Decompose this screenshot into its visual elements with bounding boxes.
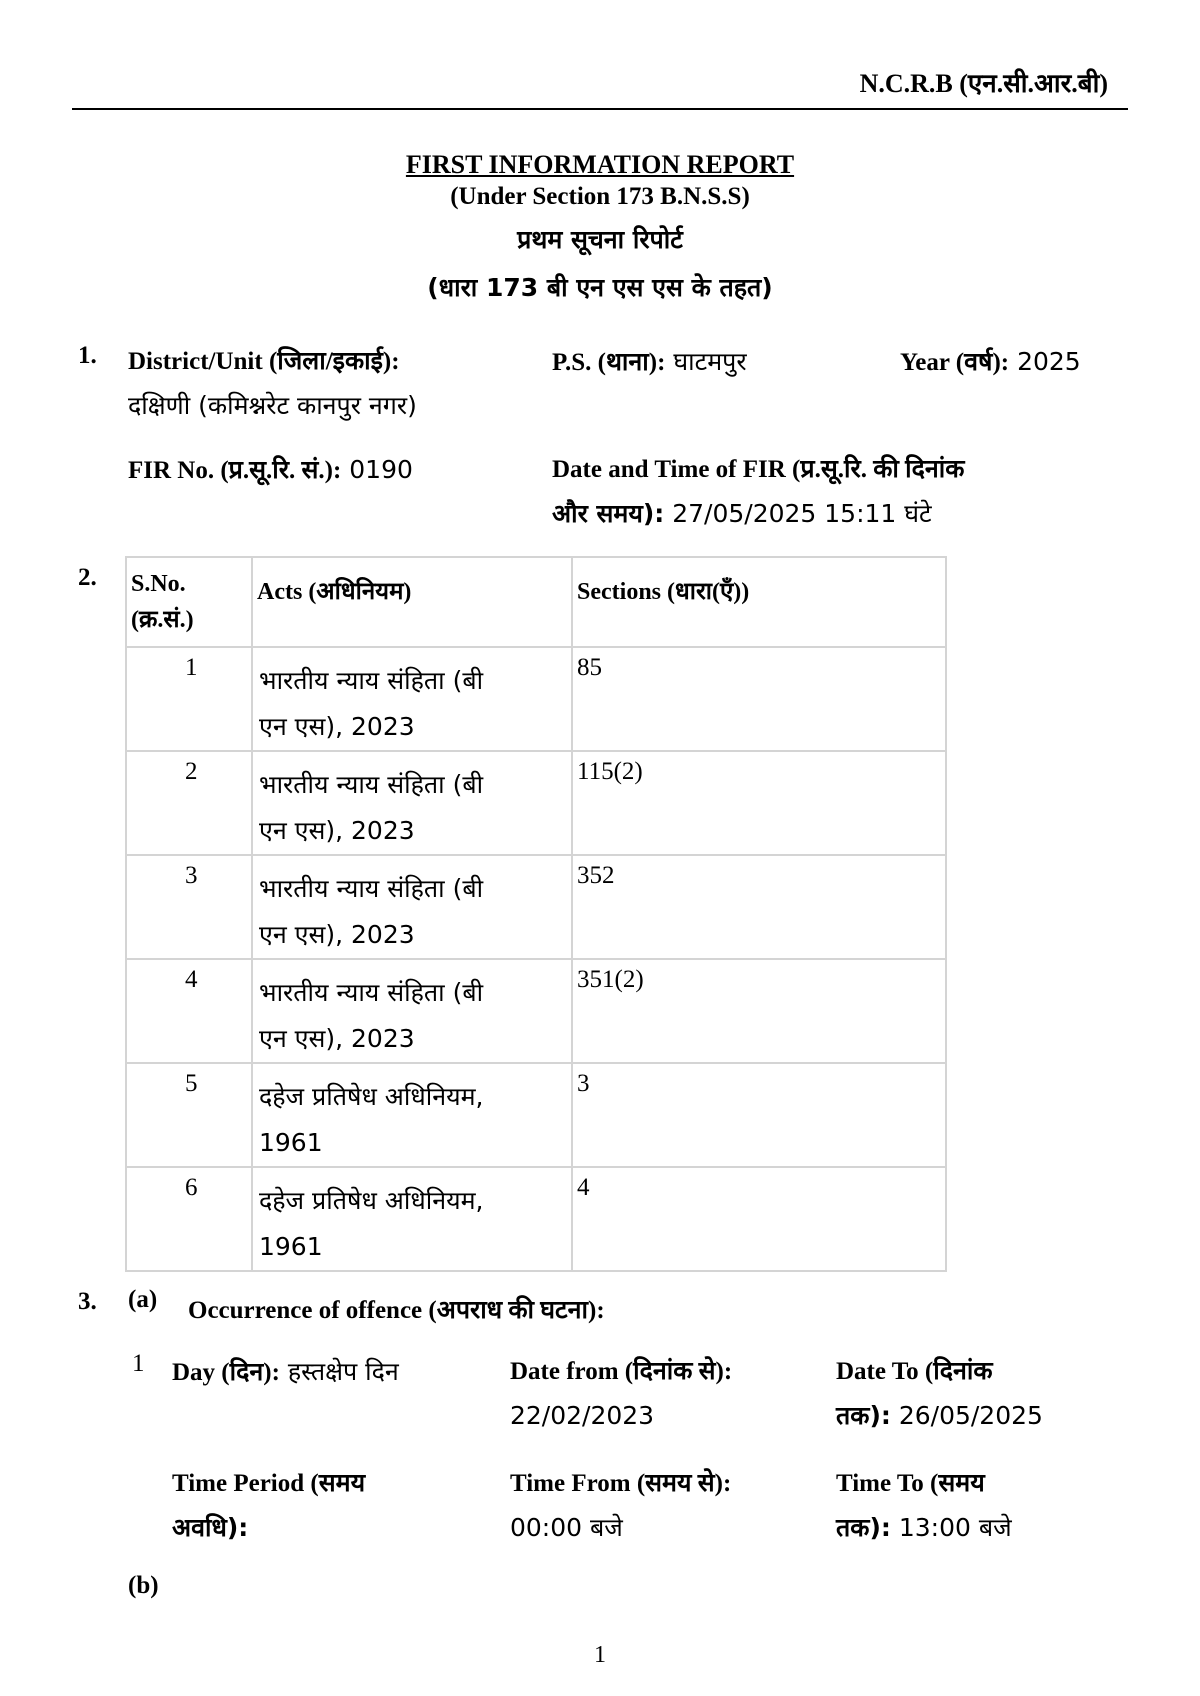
header-sections — [572, 557, 946, 647]
row-act-cont: एन एस), 2023 — [259, 1024, 415, 1053]
day-value: हस्तक्षेप दिन — [287, 1357, 399, 1386]
row-sno: 1 — [185, 654, 198, 681]
header-divider — [72, 108, 1128, 110]
year-label: Year (वर्ष): — [900, 349, 1010, 376]
row-act: भारतीय न्याय संहिता (बी — [259, 770, 484, 799]
date-to-field — [836, 1350, 1043, 1438]
table-row — [126, 751, 946, 855]
date-to-label-cont: तक): — [836, 1401, 891, 1430]
document-subtitle: (Under Section 173 B.N.S.S) — [450, 183, 750, 210]
table-row — [126, 855, 946, 959]
row-act: भारतीय न्याय संहिता (बी — [259, 978, 484, 1007]
police-station-value: घाटमपुर — [673, 347, 747, 376]
row-section: 351(2) — [577, 966, 644, 993]
police-station-field — [552, 340, 747, 385]
time-from-field — [510, 1462, 731, 1550]
time-to-field — [836, 1462, 1012, 1550]
row-act: दहेज प्रतिषेध अधिनियम, — [259, 1082, 484, 1111]
row-act: भारतीय न्याय संहिता (बी — [259, 874, 484, 903]
header-acts — [252, 557, 572, 647]
header-sections-label: Sections (धारा(एँ)) — [577, 579, 750, 605]
fir-datetime-label: Date and Time of FIR (प्र.सू.रि. की दिनांक — [552, 456, 965, 483]
row-act-cont: 1961 — [259, 1232, 323, 1261]
table-header-row — [126, 557, 946, 647]
section-number-3: 3. — [78, 1288, 97, 1315]
row-act-cont: 1961 — [259, 1128, 323, 1157]
day-field — [172, 1350, 399, 1395]
year-field — [900, 340, 1081, 385]
row-section: 3 — [577, 1070, 590, 1097]
section-number-2: 2. — [78, 564, 97, 591]
date-from-label: Date from (दिनांक से): — [510, 1358, 733, 1385]
fir-datetime-field — [552, 448, 964, 536]
time-from-label: Time From (समय से): — [510, 1470, 732, 1497]
row-act-cont: एन एस), 2023 — [259, 920, 415, 949]
row-act: भारतीय न्याय संहिता (बी — [259, 666, 484, 695]
fir-datetime-value: 27/05/2025 15:11 घंटे — [672, 499, 932, 528]
header-sno — [126, 557, 252, 647]
row-sno: 3 — [185, 862, 198, 889]
fir-number-value: 0190 — [349, 455, 413, 484]
document-subtitle-hindi: (धारा 173 बी एन एस एस के तहत) — [427, 273, 773, 302]
row-act: दहेज प्रतिषेध अधिनियम, — [259, 1186, 484, 1215]
row-section: 85 — [577, 654, 602, 681]
document-title-hindi: प्रथम सूचना रिपोर्ट — [517, 225, 683, 254]
table-row — [126, 959, 946, 1063]
year-value: 2025 — [1017, 347, 1081, 376]
fir-number-field — [128, 448, 413, 493]
day-label: Day (दिन): — [172, 1359, 280, 1386]
occurrence-item-number: 1 — [132, 1350, 145, 1377]
header-sno-label-hindi: (क्र.सं.) — [131, 607, 194, 633]
date-from-field — [510, 1350, 732, 1438]
time-to-label: Time To (समय — [836, 1470, 985, 1497]
date-to-value: 26/05/2025 — [898, 1401, 1043, 1430]
header-acts-label: Acts (अधिनियम) — [257, 579, 412, 605]
district-label: District/Unit (जिला/इकाई): — [128, 348, 400, 375]
time-period-field — [172, 1462, 365, 1550]
district-value: दक्षिणी (कमिश्नरेट कानपुर नगर) — [128, 391, 417, 420]
row-sno: 2 — [185, 758, 198, 785]
document-title: FIRST INFORMATION REPORT — [405, 150, 795, 179]
table-row — [126, 1063, 946, 1167]
district-field — [128, 340, 548, 428]
row-sno: 4 — [185, 966, 198, 993]
row-act-cont: एन एस), 2023 — [259, 816, 415, 845]
table-row — [126, 1167, 946, 1271]
table-row — [126, 647, 946, 751]
row-act-cont: एन एस), 2023 — [259, 712, 415, 741]
row-section: 115(2) — [577, 758, 643, 785]
time-from-value: 00:00 बजे — [510, 1513, 623, 1542]
police-station-label: P.S. (थाना): — [552, 349, 666, 376]
section-number-1: 1. — [78, 342, 97, 369]
occurrence-heading: Occurrence of offence (अपराध की घटना): — [188, 1297, 605, 1324]
date-from-value: 22/02/2023 — [510, 1401, 655, 1430]
fir-number-label: FIR No. (प्र.सू.रि. सं.): — [128, 457, 342, 484]
time-to-label-cont: तक): — [836, 1513, 891, 1542]
subsection-b-label: (b) — [128, 1572, 159, 1599]
time-to-value: 13:00 बजे — [898, 1513, 1012, 1542]
acts-sections-table — [125, 556, 947, 1272]
row-section: 352 — [577, 862, 615, 889]
subsection-a-label: (a) — [128, 1286, 158, 1313]
date-to-label: Date To (दिनांक — [836, 1358, 993, 1385]
header-sno-label: S.No. — [131, 571, 186, 597]
row-sno: 6 — [185, 1174, 198, 1201]
row-section: 4 — [577, 1174, 590, 1201]
time-period-label: Time Period (समय — [172, 1470, 366, 1497]
header-organization: N.C.R.B (एन.सी.आर.बी) — [859, 69, 1108, 98]
row-sno: 5 — [185, 1070, 198, 1097]
page-number: 1 — [594, 1642, 606, 1668]
fir-datetime-label-cont: और समय): — [552, 499, 665, 528]
time-period-label-cont: अवधि): — [172, 1513, 249, 1542]
